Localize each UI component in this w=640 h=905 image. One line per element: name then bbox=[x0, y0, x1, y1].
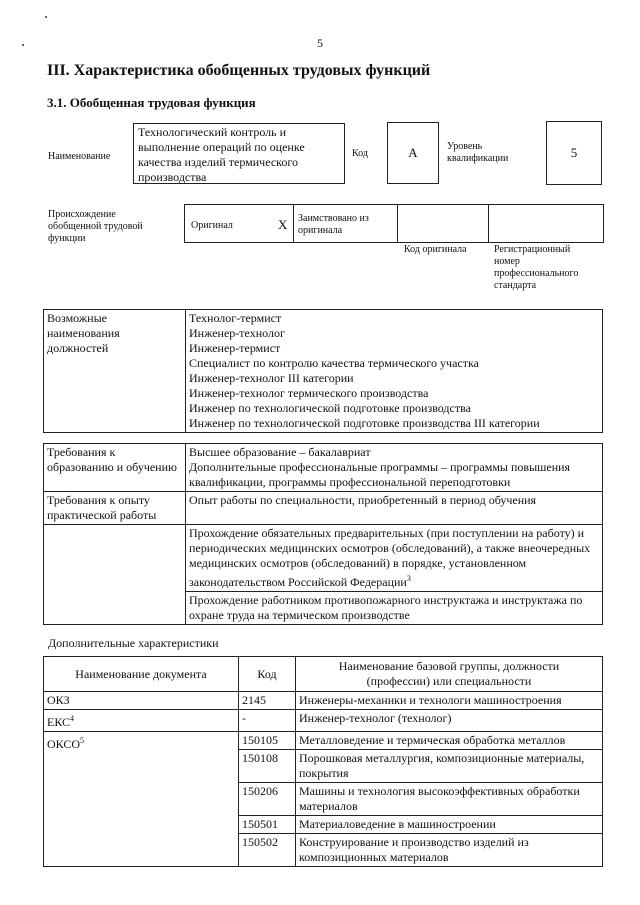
code-label: Код bbox=[352, 148, 368, 159]
section-title: III. Характеристика обобщенных трудовых функций bbox=[47, 62, 431, 79]
additional-header-row bbox=[44, 657, 603, 692]
page-number: 5 bbox=[317, 36, 323, 50]
row-name: Инженер-технолог (технолог) bbox=[296, 710, 603, 732]
requirement-label: Требования к опыту практической работы bbox=[44, 492, 186, 525]
scan-dot bbox=[45, 16, 47, 18]
positions-list bbox=[186, 310, 603, 433]
position-item: Инженер по технологической подготовке производства III категории bbox=[189, 416, 540, 430]
requirement-line: Прохождение обязательных предварительных (при поступлении на работу) и периодических медицинских осмотров (обследований), а также внеочередных медицинских осмотров (обследований) в порядке, установленном законодательством Российской Федерации bbox=[189, 526, 591, 589]
row-doc: ОКЗ bbox=[44, 692, 239, 710]
positions-label: Возможные наименования должностей bbox=[44, 310, 186, 433]
position-item: Инженер-технолог bbox=[189, 326, 285, 340]
level-value: 5 bbox=[570, 145, 578, 160]
origin-original-cell bbox=[184, 204, 294, 243]
requirement-row bbox=[44, 525, 603, 592]
code-of-original-label: Код оригинала bbox=[404, 244, 467, 255]
requirement-line: Высшее образование – бакалавриат bbox=[189, 445, 371, 459]
function-name-box bbox=[133, 123, 345, 184]
origin-borrowed-cell bbox=[293, 204, 398, 243]
table-row bbox=[44, 692, 603, 710]
original-text: Оригинал bbox=[191, 220, 233, 231]
row-code: 150501 bbox=[239, 816, 296, 834]
position-item: Инженер-термист bbox=[189, 341, 281, 355]
additional-title: Дополнительные характеристики bbox=[48, 636, 219, 650]
level-box bbox=[546, 121, 602, 185]
code-box bbox=[387, 122, 439, 184]
subsection-title: 3.1. Обобщенная трудовая функция bbox=[47, 95, 256, 110]
position-item: Инженер-технолог термического производства bbox=[189, 386, 429, 400]
additional-table bbox=[43, 656, 603, 867]
row-name: Порошковая металлургия, композиционные материалы, покрытия bbox=[296, 750, 603, 783]
original-mark: X bbox=[278, 217, 288, 232]
row-name: Металловедение и термическая обработка металлов bbox=[296, 732, 603, 750]
borrowed-text: Заимствовано из оригинала bbox=[298, 213, 369, 236]
origin-label: Происхождение обобщенной трудовой функции bbox=[48, 209, 143, 244]
row-name: Конструирование и производство изделий из композиционных материалов bbox=[296, 834, 603, 867]
position-item: Инженер-технолог III категории bbox=[189, 371, 354, 385]
requirement-line: Опыт работы по специальности, приобретенный в период обучения bbox=[189, 493, 537, 507]
requirement-line: Дополнительные профессиональные программы – программы повышения квалификации, программы профессиональной переподготовки bbox=[189, 460, 571, 489]
positions-table bbox=[43, 309, 603, 433]
function-name: Технологический контроль и выполнение операций по оценке качества изделий термического производства bbox=[138, 125, 305, 184]
reg-number-label: Регистрационный номер профессионального стандарта bbox=[494, 244, 579, 291]
footnote-mark: 3 bbox=[406, 574, 411, 583]
requirement-label: Требования к образованию и обучению bbox=[44, 444, 186, 492]
code-value: A bbox=[408, 145, 418, 160]
name-label: Наименование bbox=[48, 151, 111, 162]
requirement-row bbox=[44, 492, 603, 525]
origin-code-cell bbox=[397, 204, 489, 243]
header-code: Код bbox=[239, 657, 296, 692]
row-name: Инженеры-механики и технологи машиностроения bbox=[296, 692, 603, 710]
row-code: 150502 bbox=[239, 834, 296, 867]
position-item: Технолог-термист bbox=[189, 311, 282, 325]
header-doc: Наименование документа bbox=[44, 657, 239, 692]
header-name: Наименование базовой группы, должности (профессии) или специальности bbox=[296, 657, 603, 692]
row-doc: ЕКС$^4$ bbox=[44, 710, 239, 732]
row-code: - bbox=[239, 710, 296, 732]
position-item: Специалист по контролю качества термического участка bbox=[189, 356, 479, 370]
position-item: Инженер по технологической подготовке производства bbox=[189, 401, 471, 415]
table-row bbox=[44, 710, 603, 732]
row-code: 150105 bbox=[239, 732, 296, 750]
requirement-line: Прохождение работником противопожарного инструктажа и инструктажа по охране труда на термическом производстве bbox=[189, 593, 583, 622]
row-code: 2145 bbox=[239, 692, 296, 710]
row-code: 150108 bbox=[239, 750, 296, 783]
row-name: Машины и технология высокоэффективных обработки материалов bbox=[296, 783, 603, 816]
table-row bbox=[44, 732, 603, 750]
level-label: Уровень квалификации bbox=[447, 141, 509, 164]
requirement-row bbox=[44, 444, 603, 492]
origin-table bbox=[184, 204, 604, 244]
row-code: 150206 bbox=[239, 783, 296, 816]
requirements-table bbox=[43, 443, 603, 625]
requirement-label bbox=[44, 525, 186, 625]
row-doc: ОКСО$^5$ bbox=[44, 732, 239, 867]
row-name: Материаловедение в машиностроении bbox=[296, 816, 603, 834]
origin-reg-cell bbox=[488, 204, 604, 243]
